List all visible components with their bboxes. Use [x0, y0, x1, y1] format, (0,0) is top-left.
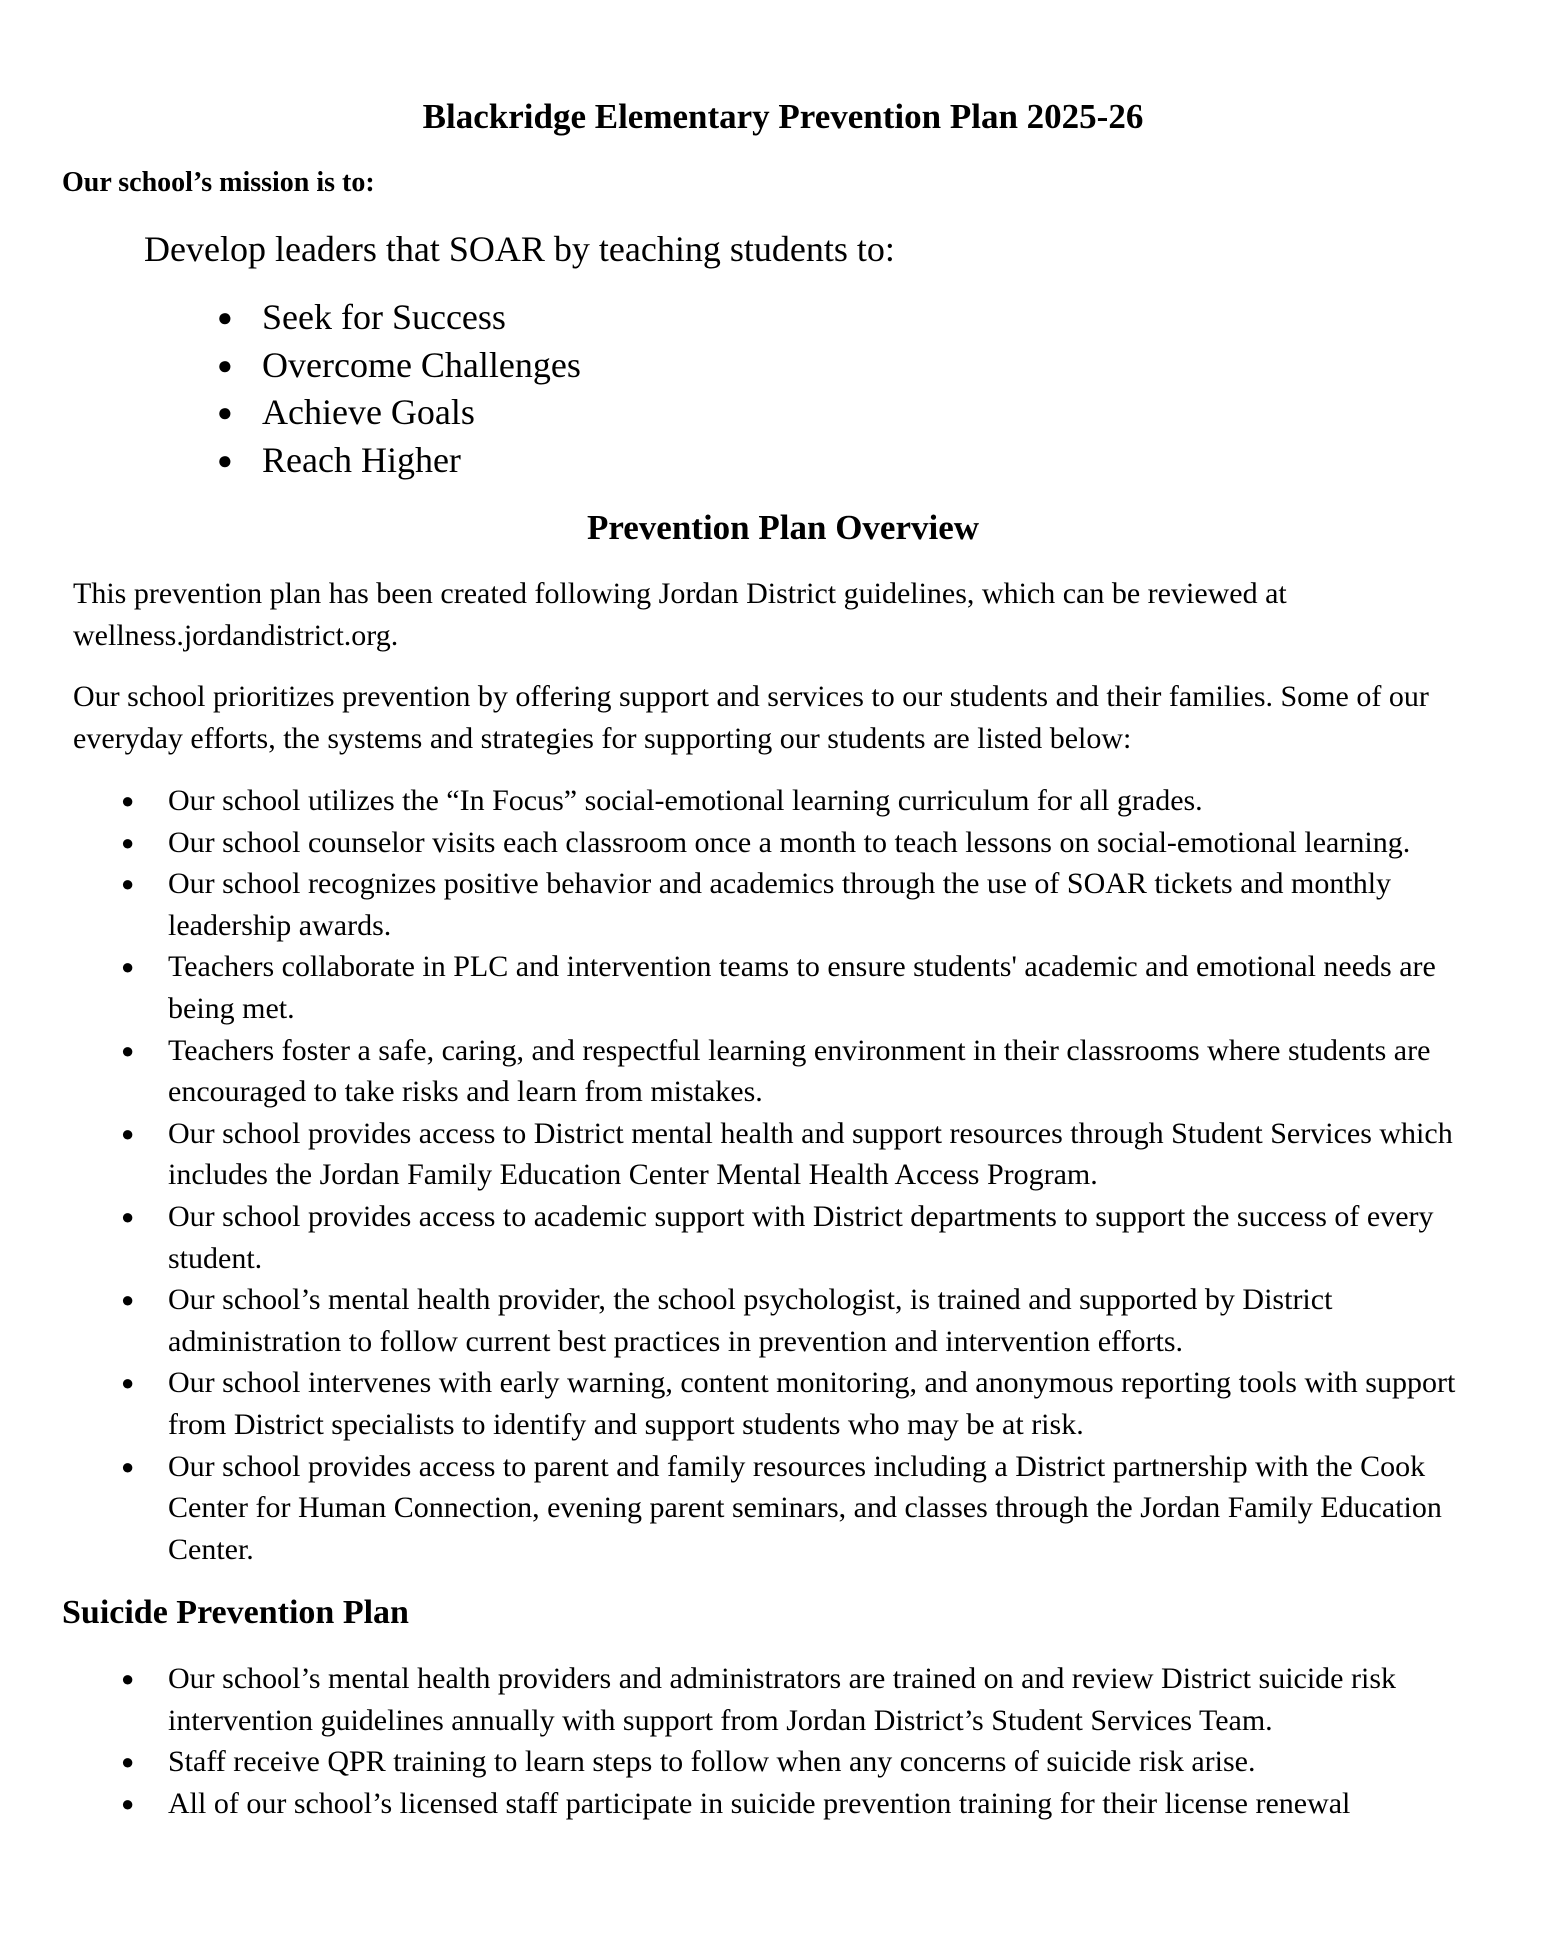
list-item-text: Our school intervenes with early warning, content monitoring, and anonymous reporting tools with support from District specialists to identify and support students who may be at risk. [168, 1366, 1456, 1441]
list-item-text: Teachers foster a safe, caring, and respectful learning environment in their classrooms where students are encouraged to take risks and learn from mistakes. [168, 1033, 1431, 1109]
suicide-prevention-heading: Suicide Prevention Plan [62, 1594, 409, 1631]
document-title: Blackridge Elementary Prevention Plan 2025-26 [422, 97, 1144, 136]
mission-label: Our school’s mission is to: [62, 167, 375, 198]
list-item [0, 1030, 1566, 1113]
bullet-icon: ● [121, 1287, 135, 1313]
overview-list [0, 780, 1566, 1570]
soar-item-label: Seek for Success [262, 297, 506, 337]
soar-item-label: Achieve Goals [262, 392, 475, 432]
soar-list [0, 294, 581, 484]
list-item-text: Our school utilizes the “In Focus” social-emotional learning curriculum for all grades. [168, 784, 1203, 817]
bullet-icon: ● [121, 1666, 135, 1691]
list-item [0, 1783, 1566, 1825]
bullet-icon: ● [217, 350, 233, 380]
list-item-text: Our school provides access to academic support with District departments to support the success of every student. [168, 1199, 1434, 1275]
list-item [0, 1279, 1566, 1362]
bullet-icon: ● [121, 1037, 135, 1063]
list-item-text: Staff receive QPR training to learn steps to follow when any concerns of suicide risk arise. [168, 1745, 1256, 1779]
list-item-text: All of our school’s licensed staff participate in suicide prevention training for their license renewal [168, 1786, 1351, 1820]
bullet-icon: ● [121, 1120, 135, 1146]
list-item-text: Our school recognizes positive behavior and academics through the use of SOAR tickets and monthly leadership awards. [168, 867, 1392, 942]
soar-item-label: Reach Higher [262, 439, 461, 480]
bullet-icon: ● [121, 1453, 135, 1479]
bullet-icon: ● [121, 829, 135, 855]
bullet-icon: ● [217, 303, 233, 332]
soar-item [0, 342, 581, 390]
list-item [0, 863, 1566, 946]
list-item-text: Teachers collaborate in PLC and intervention teams to ensure students' academic and emotional needs are being met. [168, 950, 1436, 1025]
bullet-icon: ● [121, 788, 135, 813]
list-item-text: Our school’s mental health provider, the school psychologist, is trained and supported by District administration to follow current best practices in prevention and intervention efforts. [168, 1283, 1333, 1358]
soar-item [0, 437, 581, 485]
list-item [0, 1362, 1566, 1445]
list-item [0, 1741, 1566, 1783]
list-item-text: Our school counselor visits each classroom once a month to teach lessons on social-emotional learning. [168, 825, 1411, 859]
list-item [0, 1196, 1566, 1279]
list-item [0, 1446, 1566, 1571]
list-item [0, 780, 1566, 822]
list-item [0, 1113, 1566, 1196]
bullet-icon: ● [121, 871, 135, 897]
bullet-icon: ● [121, 954, 135, 980]
bullet-icon: ● [121, 1790, 135, 1816]
bullet-icon: ● [121, 1203, 135, 1229]
suicide-prevention-list [0, 1658, 1566, 1824]
list-item [0, 946, 1566, 1029]
soar-item [0, 294, 581, 342]
overview-heading: Prevention Plan Overview [586, 508, 980, 547]
mission-intro: Develop leaders that SOAR by teaching students to: [144, 229, 895, 269]
soar-item-label: Overcome Challenges [262, 344, 581, 385]
bullet-icon: ● [121, 1749, 135, 1775]
list-item-text: Our school provides access to District mental health and support resources through Student Services which includes the Jordan Family Education Center Mental Health Access Program. [168, 1116, 1453, 1192]
soar-item [0, 389, 581, 437]
bullet-icon: ● [121, 1370, 135, 1396]
bullet-icon: ● [217, 445, 233, 475]
overview-paragraph: Our school prioritizes prevention by offering support and services to our students and their families. Some of our everyday efforts, the systems and strategies for supporting our students are listed below: [73, 680, 1429, 755]
list-item [0, 1658, 1566, 1741]
bullet-icon: ● [217, 398, 233, 427]
list-item-text: Our school provides access to parent and family resources including a District partnership with the Cook Center for Human Connection, evening parent seminars, and classes through the Jordan Family Education Center. [168, 1449, 1442, 1566]
overview-paragraph: This prevention plan has been created following Jordan District guidelines, which can be reviewed at wellness.jordandistrict.org. [73, 577, 1287, 652]
list-item [0, 822, 1566, 864]
list-item-text: Our school’s mental health providers and administrators are trained on and review District suicide risk intervention guidelines annually with support from Jordan District’s Student Services Team. [168, 1662, 1396, 1737]
